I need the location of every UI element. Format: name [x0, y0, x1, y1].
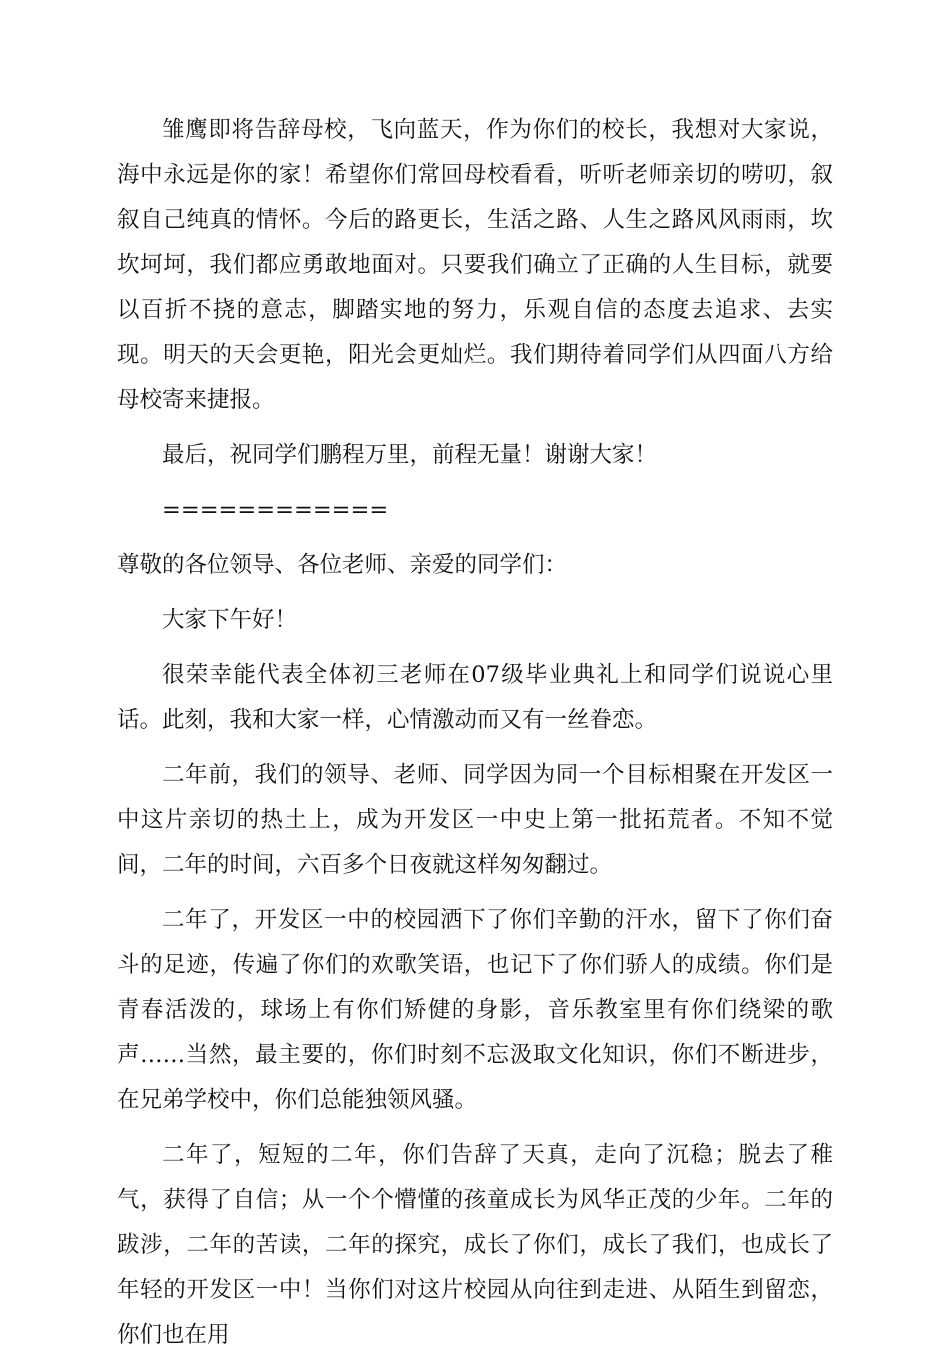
paragraph-campus-memories: 二年了，开发区一中的校园洒下了你们辛勤的汗水，留下了你们奋斗的足迹，传遍了你们的欢歌笑语，也记下了你们骄人的成绩。你们是青春活泼的，球场上有你们矫健的身影，音乐教室里有你们绕梁的歌声……当然，最主要的，你们时刻不忘汲取文化知识，你们不断进步，在兄弟学校中，你们总能独领风骚。 [117, 907, 833, 1113]
paragraph-introduction: 很荣幸能代表全体初三老师在07级毕业典礼上和同学们说说心里话。此刻，我和大家一样，心情激动而又有一丝眷恋。 [117, 662, 833, 733]
paragraph-principal-message: 雏鹰即将告辞母校，飞向蓝天，作为你们的校长，我想对大家说，海中永远是你的家！希望你们常回母校看看，听听老师亲切的唠叨，叙叙自己纯真的情怀。今后的路更长，生活之路、人生之路风风雨雨，坎坎坷坷，我们都应勇敢地面对。只要我们确立了正确的人生目标，就要以百折不挠的意志，脚踏实地的努力，乐观自信的态度去追求、去实现。明天的天会更艳，阳光会更灿烂。我们期待着同学们从四面八方给母校寄来捷报。 [117, 117, 833, 413]
paragraph-salutation: 尊敬的各位领导、各位老师、亲爱的同学们： [117, 552, 568, 578]
document-body [117, 108, 833, 1368]
section-separator: ============ [162, 497, 389, 523]
paragraph-growth: 二年了，短短的二年，你们告辞了天真，走向了沉稳；脱去了稚气，获得了自信；从一个个懵懂的孩童成长为风华正茂的少年。二年的跋涉，二年的苦读，二年的探究，成长了你们，成长了我们，也成长了年轻的开发区一中！当你们对这片校园从向往到走进、从陌生到留恋，你们也在用 [117, 1142, 833, 1348]
paragraph-greeting: 大家下午好！ [162, 607, 298, 633]
paragraph-two-years-ago: 二年前，我们的领导、老师、同学因为同一个目标相聚在开发区一中这片亲切的热土上，成为开发区一中史上第一批拓荒者。不知不觉间，二年的时间，六百多个日夜就这样匆匆翻过。 [117, 762, 833, 878]
paragraph-closing-wishes: 最后，祝同学们鹏程万里，前程无量！谢谢大家！ [162, 442, 658, 468]
